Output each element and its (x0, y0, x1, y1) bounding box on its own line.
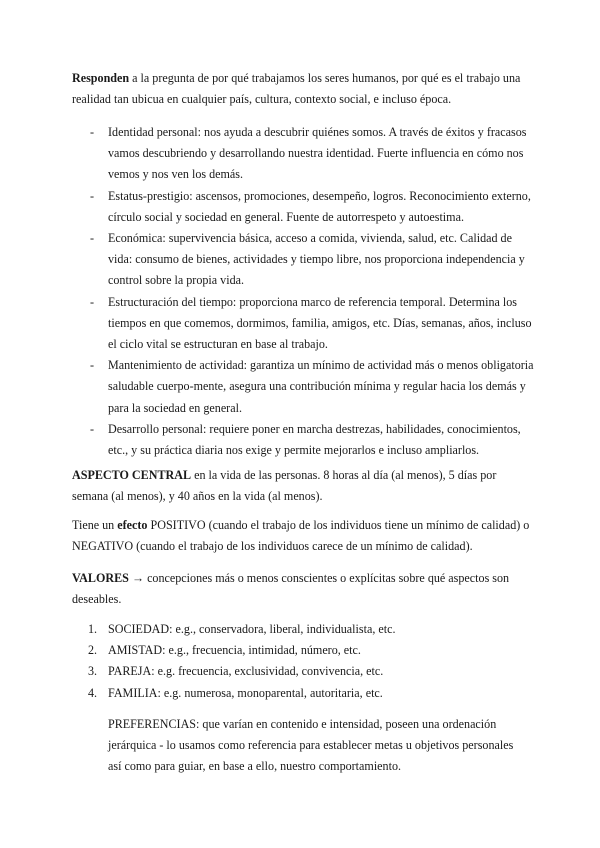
list-item (72, 640, 534, 661)
list-item (72, 228, 534, 292)
valores-paragraph (72, 568, 534, 610)
bullet-marker: - (90, 421, 95, 436)
list-item (72, 661, 534, 682)
list-item (72, 419, 534, 461)
list-item-text: Estatus-prestigio: ascensos, promociones, desempeño, logros. Reconocimiento externo, círculo social y sociedad en general. Fuente de autorrespeto y autoestima. (108, 188, 531, 224)
intro-bold: Responden (72, 71, 130, 85)
central-bold: ASPECTO CENTRAL (72, 468, 192, 482)
functions-list (72, 122, 534, 461)
bullet-marker: - (90, 358, 95, 373)
list-item (72, 683, 534, 704)
list-item (72, 619, 534, 640)
efecto-bold: efecto (117, 518, 148, 532)
bullet-marker: - (90, 188, 95, 203)
list-item-text: Económica: supervivencia básica, acceso a comida, vivienda, salud, etc. Calidad de vida: consumo de bienes, actividades y tiempo libre, nos proporciona independencia y control sobre la propia vida. (108, 231, 525, 288)
list-number: 2. (88, 643, 98, 658)
list-item-text: Mantenimiento de actividad: garantiza un mínimo de actividad más o menos obligatoria saludable cuerpo-mente, asegura una contribución mínima y regular hacia los demás y para la sociedad en general. (108, 358, 534, 415)
list-item (72, 355, 534, 419)
central-paragraph (72, 465, 534, 507)
bullet-marker: - (90, 125, 95, 139)
intro-text: a la pregunta de por qué trabajamos los seres humanos, por qué es el trabajo una realidad tan ubicua en cualquier país, cultura, contexto social, e incluso época. (72, 71, 521, 107)
list-item (72, 186, 534, 228)
list-item-text: SOCIEDAD: e.g., conservadora, liberal, individualista, etc. (108, 622, 396, 636)
list-item-text: PAREJA: e.g. frecuencia, exclusividad, convivencia, etc. (108, 664, 384, 679)
list-item (72, 122, 534, 186)
central-text: en la vida de las personas. 8 horas al día (al menos), 5 días por semana (al menos), y 40 años en la vida (al menos). (72, 468, 497, 504)
values-list (72, 619, 534, 704)
list-item-text: AMISTAD: e.g., frecuencia, intimidad, número, etc. (108, 643, 361, 658)
valores-text: → concepciones más o menos conscientes o explícitas sobre qué aspectos son deseables. (72, 571, 510, 607)
list-item-text: Desarrollo personal: requiere poner en marcha destrezas, habilidades, conocimientos, etc., y su práctica diaria nos exige y permite mejorarlos e incluso ampliarlos. (108, 421, 521, 458)
efecto-paragraph (72, 515, 534, 557)
efecto-before: Tiene un (72, 518, 118, 532)
list-item (72, 292, 534, 356)
valores-bold: VALORES (72, 571, 129, 585)
preferencias-paragraph: PREFERENCIAS: que varían en contenido e intensidad, poseen una ordenación jerárquica - lo usamos como referencia para establecer metas u objetivos personales así como para guiar, en base a ello, nuestro comportamiento. (108, 717, 514, 774)
intro-paragraph (72, 68, 534, 110)
list-number: 3. (88, 664, 98, 679)
list-number: 1. (88, 622, 98, 636)
list-number: 4. (88, 685, 98, 700)
list-item-text: Estructuración del tiempo: proporciona marco de referencia temporal. Determina los tiempos en que comemos, dormimos, familia, amigos, etc. Días, semanas, años, incluso el ciclo vital se estructuran en base al trabajo. (108, 294, 532, 352)
bullet-marker: - (90, 231, 95, 246)
list-item-text: FAMILIA: e.g. numerosa, monoparental, autoritaria, etc. (108, 685, 383, 700)
efecto-after: POSITIVO (cuando el trabajo de los individuos tiene un mínimo de calidad) o NEGATIVO (cuando el trabajo de los individuos carece de un mínimo de calidad). (72, 518, 530, 554)
bullet-marker: - (90, 294, 95, 309)
list-item-text: Identidad personal: nos ayuda a descubrir quiénes somos. A través de éxitos y fracasos vamos descubriendo y desarrollando nuestra identidad. Fuerte influencia en cómo nos vemos y nos ven los demás. (108, 125, 527, 182)
